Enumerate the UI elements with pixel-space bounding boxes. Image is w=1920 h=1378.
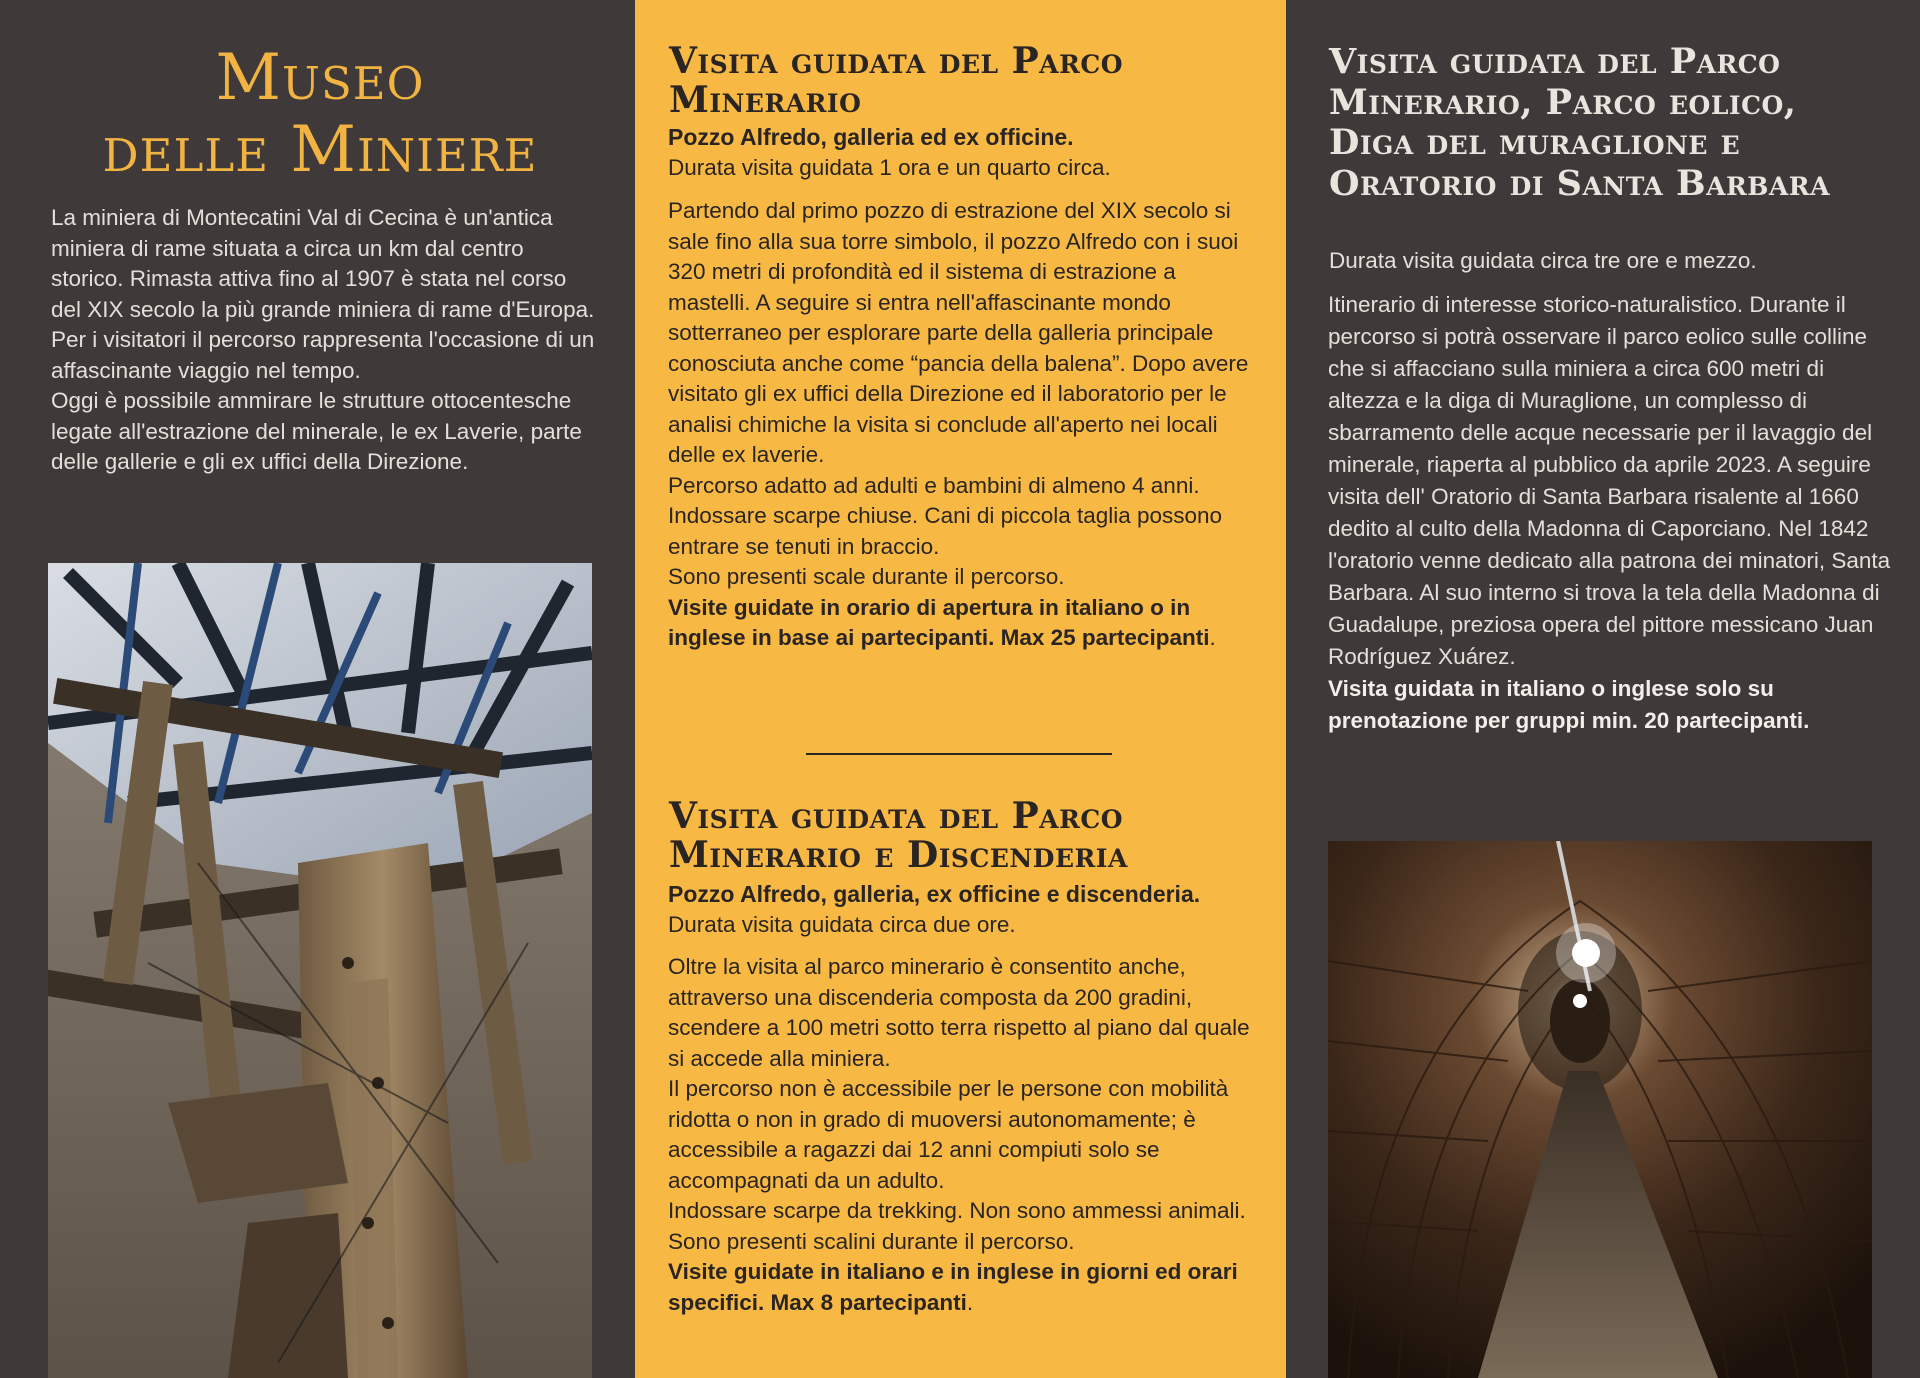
tour2-title: Visita guidata del Parco Minerario e Discenderia	[669, 795, 1128, 876]
tour1-paragraph-2: Percorso adatto ad adulti e bambini di almeno 4 anni. Indossare scarpe chiuse. Cani di piccola taglia possono entrare se tenuti in braccio.	[668, 472, 1223, 559]
intro-paragraph-1: La miniera di Montecatini Val di Cecina è un'antica miniera di rame situata a circa un km dal centro storico. Rimasta attiva fino al 1907 è stata nel corso del XIX secolo la più grande miniera di rame d'Europa. Per i visitatori il percorso rappresenta l'occasione di un affascinante viaggio nel tempo.	[51, 205, 595, 383]
tour3-duration: Durata visita guidata circa tre ore e mezzo.	[1329, 248, 1757, 273]
tour1-subtitle: Pozzo Alfredo, galleria ed ex officine.	[668, 124, 1074, 150]
museum-title	[40, 42, 600, 186]
tour2-paragraph-2: Il percorso non è accessibile per le persone con mobilità ridotta o non in grado di muoversi autonomamente; è accessibile a ragazzi dai 12 anni compiuti solo se accompagnati da un adulto.	[668, 1076, 1229, 1193]
tour1-description	[668, 196, 1258, 654]
tour1-paragraph-3: Sono presenti scale durante il percorso.	[668, 564, 1065, 589]
mine-shaft-tower-photo	[48, 563, 592, 1378]
tour2-subtitle: Pozzo Alfredo, galleria, ex officine e discenderia.	[668, 881, 1201, 907]
tour2-paragraph-1: Oltre la visita al parco minerario è consentito anche, attraverso una discenderia composta da 200 gradini, scendere a 100 metri sotto terra rispetto al piano dal quale si accede alla miniera.	[668, 954, 1250, 1071]
tour3-note: Visita guidata in italiano o inglese solo su prenotazione per gruppi min. 20 partecipanti.	[1328, 676, 1810, 733]
tour1-note-end: .	[1209, 625, 1216, 650]
tour1-note: Visite guidate in orario di apertura in italiano o in inglese in base ai partecipanti. Max 25 partecipanti	[668, 594, 1210, 650]
tour2-note-paragraph	[668, 1257, 1258, 1318]
tour2-description	[668, 952, 1258, 1318]
tour1-paragraph-1: Partendo dal primo pozzo di estrazione del XIX secolo si sale fino alla sua torre simbolo, il pozzo Alfredo con i suoi 320 metri di profondità ed il sistema di estrazione a mastelli. A seguire si entra nell'affascinante mondo sotterraneo per esplorare parte della galleria principale conosciuta anche come “pancia della balena”. Dopo avere visitato gli ex uffici della Direzione ed il laboratorio per le analisi chimiche la visita si conclude all'aperto nei locali delle ex laverie.	[668, 198, 1249, 467]
museum-intro	[51, 203, 596, 478]
tour2-note-end: .	[966, 1289, 974, 1315]
tour1-note-paragraph	[668, 593, 1258, 654]
section-divider	[806, 753, 1112, 755]
tour1-title: Visita guidata del Parco Minerario	[669, 40, 1124, 121]
mine-tunnel-photo	[1328, 841, 1872, 1378]
tour2-duration: Durata visita guidata circa due ore.	[668, 912, 1016, 937]
museum-title-line1: Museo	[215, 41, 425, 115]
tour2-paragraph-3: Indossare scarpe da trekking. Non sono ammessi animali. Sono presenti scalini durante il percorso.	[668, 1198, 1246, 1254]
tour2-note: Visite guidate in italiano e in inglese in giorni ed orari specifici. Max 8 partecipanti	[668, 1259, 1238, 1315]
museum-title-line2: delle Miniere	[102, 113, 538, 187]
tour3-title: Visita guidata del Parco Minerario, Parco eolico, Diga del muraglione e Oratorio di Santa Barbara	[1329, 41, 1830, 204]
intro-paragraph-2: Oggi è possibile ammirare le strutture ottocentesche legate all'estrazione del minerale, le ex Laverie, parte delle gallerie e gli ex uffici della Direzione.	[51, 388, 582, 474]
tour1-duration: Durata visita guidata 1 ora e un quarto circa.	[668, 155, 1111, 180]
tour3-description	[1328, 289, 1894, 737]
tour3-paragraph: Itinerario di interesse storico-naturalistico. Durante il percorso si potrà osservare il parco eolico sulle colline che si affacciano sulla miniera a circa 600 metri di altezza e la diga di Muraglione, un complesso di sbarramento delle acque necessarie per il lavaggio del minerale, riaperta al pubblico da aprile 2023. A seguire visita dell' Oratorio di Santa Barbara risalente al 1660 dedito al culto della Madonna di Caporciano. Nel 1842 l'oratorio venne dedicato alla patrona dei minatori, Santa Barbara. Al suo interno si trova la tela della Madonna di Guadalupe, preziosa opera del pittore messicano Juan Rodríguez Xuárez.	[1328, 292, 1891, 669]
